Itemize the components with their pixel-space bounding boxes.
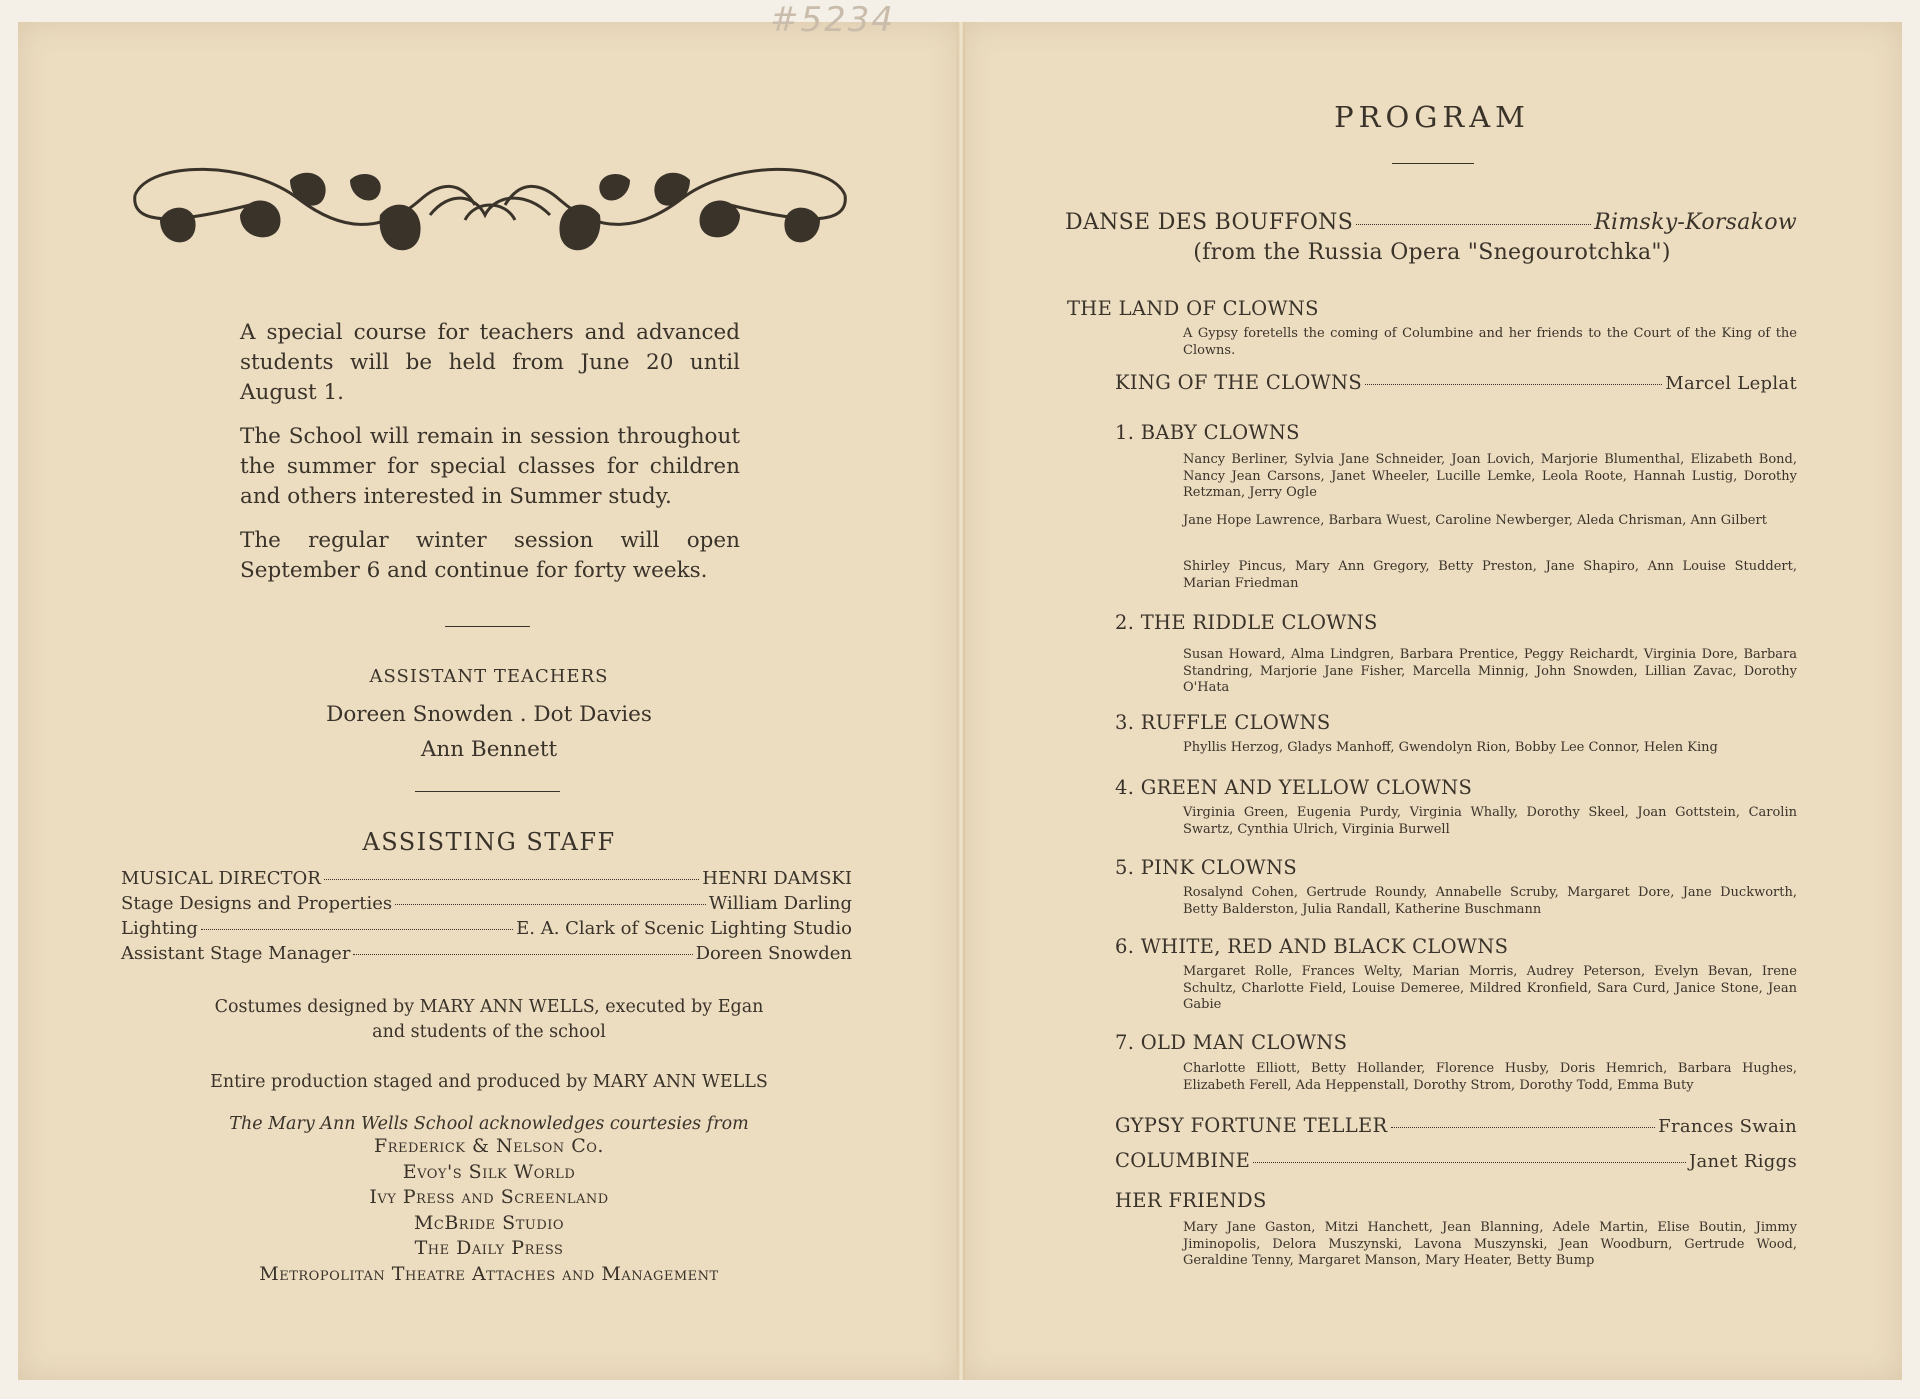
staff-name: Doreen Snowden — [695, 943, 852, 964]
group-title: 3. RUFFLE CLOWNS — [1115, 711, 1331, 734]
role-title: GYPSY FORTUNE TELLER — [1115, 1114, 1388, 1137]
main-piece-subtitle: (from the Russia Opera "Snegourotchka") — [1193, 240, 1671, 265]
sponsor-name: The Daily Press — [414, 1237, 564, 1259]
sponsor-name: Evoy's Silk World — [402, 1160, 576, 1183]
staff-row — [121, 868, 852, 893]
leader-dots — [1253, 1162, 1686, 1163]
staff-name: E. A. Clark of Scenic Lighting Studio — [516, 918, 852, 939]
cast-list: Phyllis Herzog, Gladys Manhoff, Gwendolyn Rion, Bobby Lee Connor, Helen King — [1183, 740, 1718, 755]
cast-list: Margaret Rolle, Frances Welty, Marian Morris, Audrey Peterson, Evelyn Bevan, Irene Schultz, Charlotte Field, Louise Demeree, Mildred Kronfield, Sara Curd, Janice Stone, Jean Gabie — [1183, 964, 1797, 1012]
cast-list: Nancy Berliner, Sylvia Jane Schneider, Joan Lovich, Marjorie Blumenthal, Elizabeth Bond, Nancy Jean Carsons, Janet Wheeler, Lucille Lemke, Leola Roote, Hannah Lustig, Dorothy Retzman, Jerry Ogle — [1183, 452, 1797, 500]
group-title: 7. OLD MAN CLOWNS — [1115, 1031, 1348, 1054]
teachers-line: Doreen Snowden . Dot Davies — [326, 702, 652, 727]
leader-dots — [1365, 384, 1662, 385]
sponsor-name: Frederick & Nelson Co. — [374, 1135, 604, 1157]
sponsor-name: McBride Studio — [413, 1211, 565, 1234]
staff-role: Assistant Stage Manager — [121, 943, 351, 964]
leader-dots — [1356, 224, 1591, 225]
group-title: 1. BABY CLOWNS — [1115, 421, 1300, 444]
performer-name: Marcel Leplat — [1665, 373, 1797, 394]
intro-paragraph: A special course for teachers and advanced students will be held from June 20 until August 1. — [240, 320, 740, 405]
staff-list — [121, 868, 852, 968]
assisting-staff-title: ASSISTING STAFF — [362, 828, 616, 856]
divider — [445, 626, 530, 627]
king-row — [1115, 371, 1797, 394]
divider — [415, 791, 560, 792]
sponsor-name: Ivy Press and Screenland — [369, 1186, 609, 1208]
cast-list: Susan Howard, Alma Lindgren, Barbara Prentice, Peggy Reichardt, Virginia Dore, Barbara Standring, Marjorie Jane Fisher, Marcella Minnig, John Snowden, Lillian Zavac, Dorothy O'Hata — [1183, 647, 1797, 695]
role-title: KING OF THE CLOWNS — [1115, 371, 1362, 394]
staff-role: Lighting — [121, 918, 198, 939]
intro-paragraph: The regular winter session will open September 6 and continue for forty weeks. — [240, 528, 740, 583]
leader-dots — [1391, 1127, 1656, 1128]
performer-name: Janet Riggs — [1688, 1151, 1797, 1172]
staff-row — [121, 918, 852, 943]
handwritten-catalog-mark: #5234 — [770, 0, 896, 40]
staff-row — [121, 893, 852, 918]
divider — [1392, 163, 1474, 164]
cast-list: Rosalynd Cohen, Gertrude Roundy, Annabelle Scruby, Margaret Dore, Jane Duckworth, Betty Balderston, Julia Randall, Katherine Buschmann — [1183, 885, 1797, 917]
staff-row — [121, 943, 852, 968]
leader-dots — [353, 954, 692, 955]
staff-name: William Darling — [708, 893, 852, 914]
gypsy-row — [1115, 1114, 1797, 1137]
costumes-credit — [18, 995, 960, 1045]
production-credit: Entire production staged and produced by MARY ANN WELLS — [210, 1072, 768, 1092]
intro-paragraph: The School will remain in session throughout the summer for special classes for children and others interested in Summer study. — [240, 424, 740, 509]
cast-list: Jane Hope Lawrence, Barbara Wuest, Caroline Newberger, Aleda Chrisman, Ann Gilbert — [1183, 513, 1767, 528]
floral-ornament-icon — [130, 160, 850, 270]
credit-line: and students of the school — [372, 1022, 606, 1042]
section-title: THE LAND OF CLOWNS — [1067, 297, 1319, 320]
group-title: 4. GREEN AND YELLOW CLOWNS — [1115, 776, 1473, 799]
credit-line: Costumes designed by MARY ANN WELLS, executed by Egan — [214, 997, 764, 1017]
intro-text — [240, 318, 740, 600]
acknowledgements — [18, 1114, 960, 1287]
main-piece-row — [1065, 210, 1797, 235]
cast-list: Charlotte Elliott, Betty Hollander, Florence Husby, Doris Hemrich, Barbara Hughes, Elizabeth Ferell, Ada Heppenstall, Dorothy Strom, Dorothy Todd, Emma Buty — [1183, 1061, 1797, 1093]
cast-list: Mary Jane Gaston, Mitzi Hanchett, Jean Blanning, Adele Martin, Elise Boutin, Jimmy Jiminopolis, Delora Muszynski, Lavona Muszynski, Jean Woodburn, Gertrude Wood, Geraldine Tenny, Margaret Manson, Mary Heater, Betty Bump — [1183, 1220, 1797, 1268]
staff-name: HENRI DAMSKI — [702, 868, 852, 889]
leader-dots — [324, 879, 699, 880]
sponsor-name: Metropolitan Theatre Attaches and Management — [259, 1262, 719, 1285]
cast-list: Virginia Green, Eugenia Purdy, Virginia Whally, Dorothy Skeel, Joan Gottstein, Carolin Swartz, Cynthia Ulrich, Virginia Burwell — [1183, 805, 1797, 837]
group-title: 2. THE RIDDLE CLOWNS — [1115, 611, 1378, 634]
staff-role: Stage Designs and Properties — [121, 893, 393, 914]
assistant-teachers-title: ASSISTANT TEACHERS — [369, 666, 609, 687]
composer-name: Rimsky-Korsakow — [1594, 210, 1797, 235]
teachers-line: Ann Bennett — [420, 737, 558, 762]
section-description: A Gypsy foretells the coming of Columbine and her friends to the Court of the King of the Clowns. — [1183, 326, 1797, 358]
leader-dots — [395, 904, 706, 905]
main-piece-title: DANSE DES BOUFFONS — [1065, 210, 1354, 235]
columbine-row — [1115, 1149, 1797, 1172]
staff-role: MUSICAL DIRECTOR — [121, 868, 321, 889]
group-title: 6. WHITE, RED AND BLACK CLOWNS — [1115, 935, 1509, 958]
role-title: COLUMBINE — [1115, 1149, 1251, 1172]
program-title: PROGRAM — [1334, 100, 1530, 134]
ack-line: The Mary Ann Wells School acknowledges courtesies from — [229, 1114, 749, 1134]
performer-name: Frances Swain — [1658, 1116, 1797, 1137]
group-title: HER FRIENDS — [1115, 1189, 1267, 1212]
cast-list: Shirley Pincus, Mary Ann Gregory, Betty Preston, Jane Shapiro, Ann Louise Studdert, Marian Friedman — [1183, 559, 1797, 591]
group-title: 5. PINK CLOWNS — [1115, 856, 1297, 879]
leader-dots — [201, 929, 513, 930]
